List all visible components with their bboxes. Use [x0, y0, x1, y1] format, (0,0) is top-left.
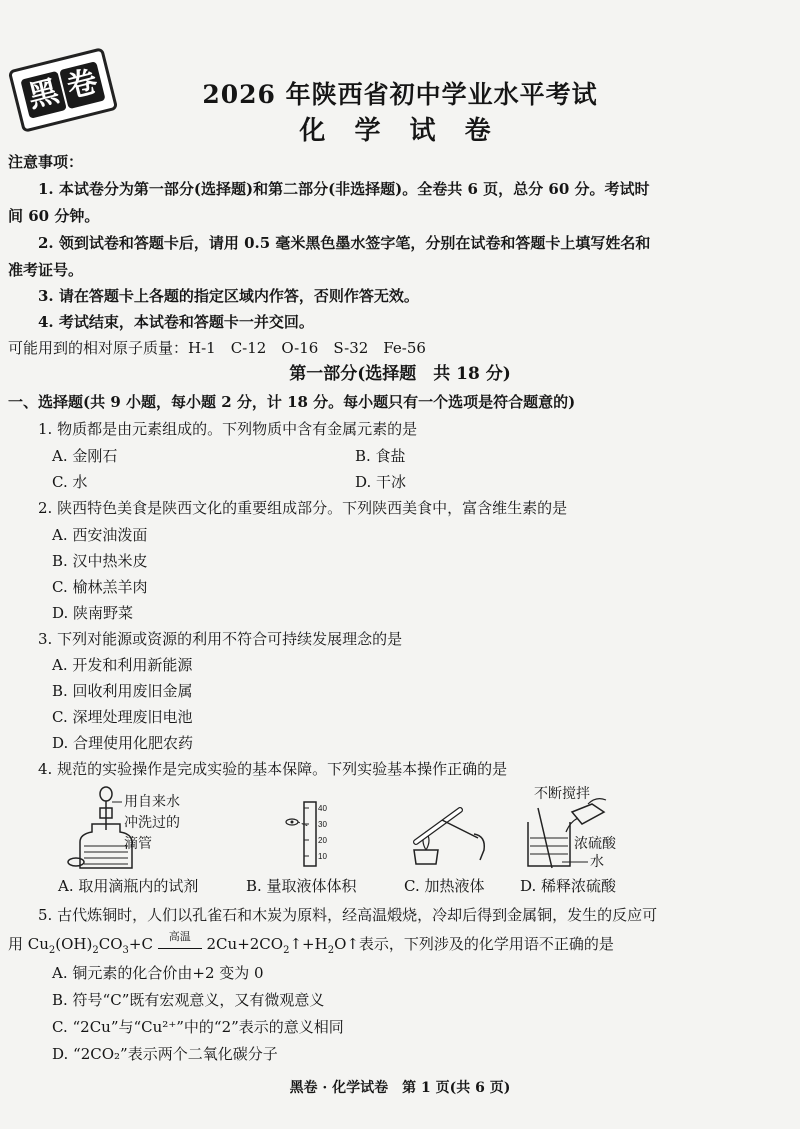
eq-products2: ↑+H — [289, 935, 328, 953]
q2-option-c: C. 榆林羔羊肉 — [52, 578, 148, 596]
q2-option-b: B. 汉中热米皮 — [52, 552, 148, 570]
notice-item-2a: 2. 领到试卷和答题卡后，请用 0.5 毫米黑色墨水签字笔，分别在试卷和答题卡上填写姓名和 — [38, 234, 651, 252]
q2-stem: 2. 陕西特色美食是陕西文化的重要组成部分。下列陕西美食中，富含维生素的是 — [38, 499, 568, 517]
atomic-mass-line: 可能用到的相对原子质量：H-1 C-12 O-16 S-32 Fe-56 — [8, 339, 426, 357]
part1-heading: 第一部分(选择题 共 18 分) — [289, 364, 511, 384]
q5-option-c: C. “2Cu”与“Cu²⁺”中的“2”表示的意义相同 — [52, 1018, 344, 1036]
q3-option-a: A. 开发和利用新能源 — [52, 656, 193, 674]
q1-option-a: A. 金刚石 — [52, 447, 118, 465]
notice-item-4: 4. 考试结束，本试卷和答题卡一并交回。 — [38, 313, 314, 331]
q5-option-a: A. 铜元素的化合价由+2 变为 0 — [52, 964, 264, 982]
fig-d-label-acid: 浓硫酸 — [574, 837, 616, 852]
eq-products1: 2Cu+2CO — [206, 935, 284, 953]
cyl-tick-20: 20 — [318, 836, 327, 845]
q5-equation-line — [8, 930, 614, 961]
q4-option-a: A. 取用滴瓶内的试剂 — [58, 877, 199, 895]
measuring-cylinder-figure — [278, 798, 338, 870]
q3-option-c: C. 深埋处理废旧电池 — [52, 708, 193, 726]
q1-stem: 1. 物质都是由元素组成的。下列物质中含有金属元素的是 — [38, 420, 418, 438]
q4-option-d: D. 稀释浓硫酸 — [520, 877, 617, 895]
eq-sub3: 3 — [122, 945, 129, 956]
notice-item-2b: 准考证号。 — [8, 261, 84, 279]
q2-option-a: A. 西安油泼面 — [52, 526, 148, 544]
notice-item-1a: 1. 本试卷分为第一部分(选择题)和第二部分(非选择题)。全卷共 6 页，总分 60 分。考试时 — [38, 180, 650, 198]
dilute-acid-figure — [518, 782, 668, 872]
eq-mid1: (OH) — [55, 935, 93, 953]
q1-option-d: D. 干冰 — [355, 473, 407, 491]
eq-prefix: 用 Cu — [8, 935, 49, 953]
q5-option-d: D. “2CO₂”表示两个二氧化碳分子 — [52, 1045, 278, 1063]
eq-condition: 高温 — [168, 930, 191, 943]
cyl-tick-10: 10 — [318, 852, 327, 861]
eq-mid2: CO — [98, 935, 123, 953]
dropper-bottle-figure — [62, 782, 192, 872]
notice-item-3: 3. 请在答题卡上各题的指定区域内作答，否则作答无效。 — [38, 287, 419, 305]
section-heading: 一、选择题(共 9 小题，每小题 2 分，计 18 分。每小题只有一个选项是符合题意的) — [8, 393, 576, 411]
q5-stem-line1: 5. 古代炼铜时，人们以孔雀石和木炭为原料，经高温煅烧，冷却后得到金属铜，发生的反应可 — [38, 906, 658, 924]
q3-stem: 3. 下列对能源或资源的利用不符合可持续发展理念的是 — [38, 630, 403, 648]
fig-d-label-water: 水 — [590, 855, 604, 870]
exam-title: 2026 年陕西省初中学业水平考试 — [202, 80, 598, 109]
page-footer: 黑卷 · 化学试卷 第 1 页(共 6 页) — [289, 1080, 511, 1096]
exam-subtitle: 化 学 试 卷 — [299, 116, 501, 146]
q5-option-b: B. 符号“C”既有宏观意义，又有微观意义 — [52, 991, 325, 1009]
stamp-char-2: 卷 — [59, 61, 106, 109]
fig-a-label-1: 用自来水 — [124, 795, 180, 810]
q1-option-b: B. 食盐 — [355, 447, 406, 465]
q3-option-d: D. 合理使用化肥农药 — [52, 734, 194, 752]
eq-condition-arrow — [158, 930, 202, 949]
fig-a-label-3: 滴管 — [124, 837, 152, 852]
q4-option-c: C. 加热液体 — [404, 877, 485, 895]
eq-plus-c: +C — [128, 935, 153, 953]
heating-test-tube-figure — [402, 798, 492, 870]
cyl-tick-40: 40 — [318, 804, 327, 813]
q1-option-c: C. 水 — [52, 473, 88, 491]
eq-sub2d: 2 — [327, 945, 335, 956]
eq-products3: O↑表示，下列涉及的化学用语不正确的是 — [334, 935, 614, 953]
cyl-tick-30: 30 — [318, 820, 327, 829]
notice-item-1b: 间 60 分钟。 — [8, 207, 100, 225]
notice-heading: 注意事项： — [8, 153, 84, 171]
fig-a-label-2: 冲洗过的 — [124, 816, 180, 831]
q2-option-d: D. 陕南野菜 — [52, 604, 134, 622]
eq-sub2b: 2 — [92, 945, 99, 956]
stamp-char-1: 黑 — [20, 71, 67, 119]
eq-sub2c: 2 — [283, 945, 290, 956]
eq-sub2: 2 — [48, 945, 56, 956]
q3-option-b: B. 回收利用废旧金属 — [52, 682, 193, 700]
q4-option-b: B. 量取液体体积 — [246, 877, 357, 895]
fig-d-label-stir: 不断搅拌 — [534, 787, 590, 802]
q4-stem: 4. 规范的实验操作是完成实验的基本保障。下列实验基本操作正确的是 — [38, 760, 508, 778]
